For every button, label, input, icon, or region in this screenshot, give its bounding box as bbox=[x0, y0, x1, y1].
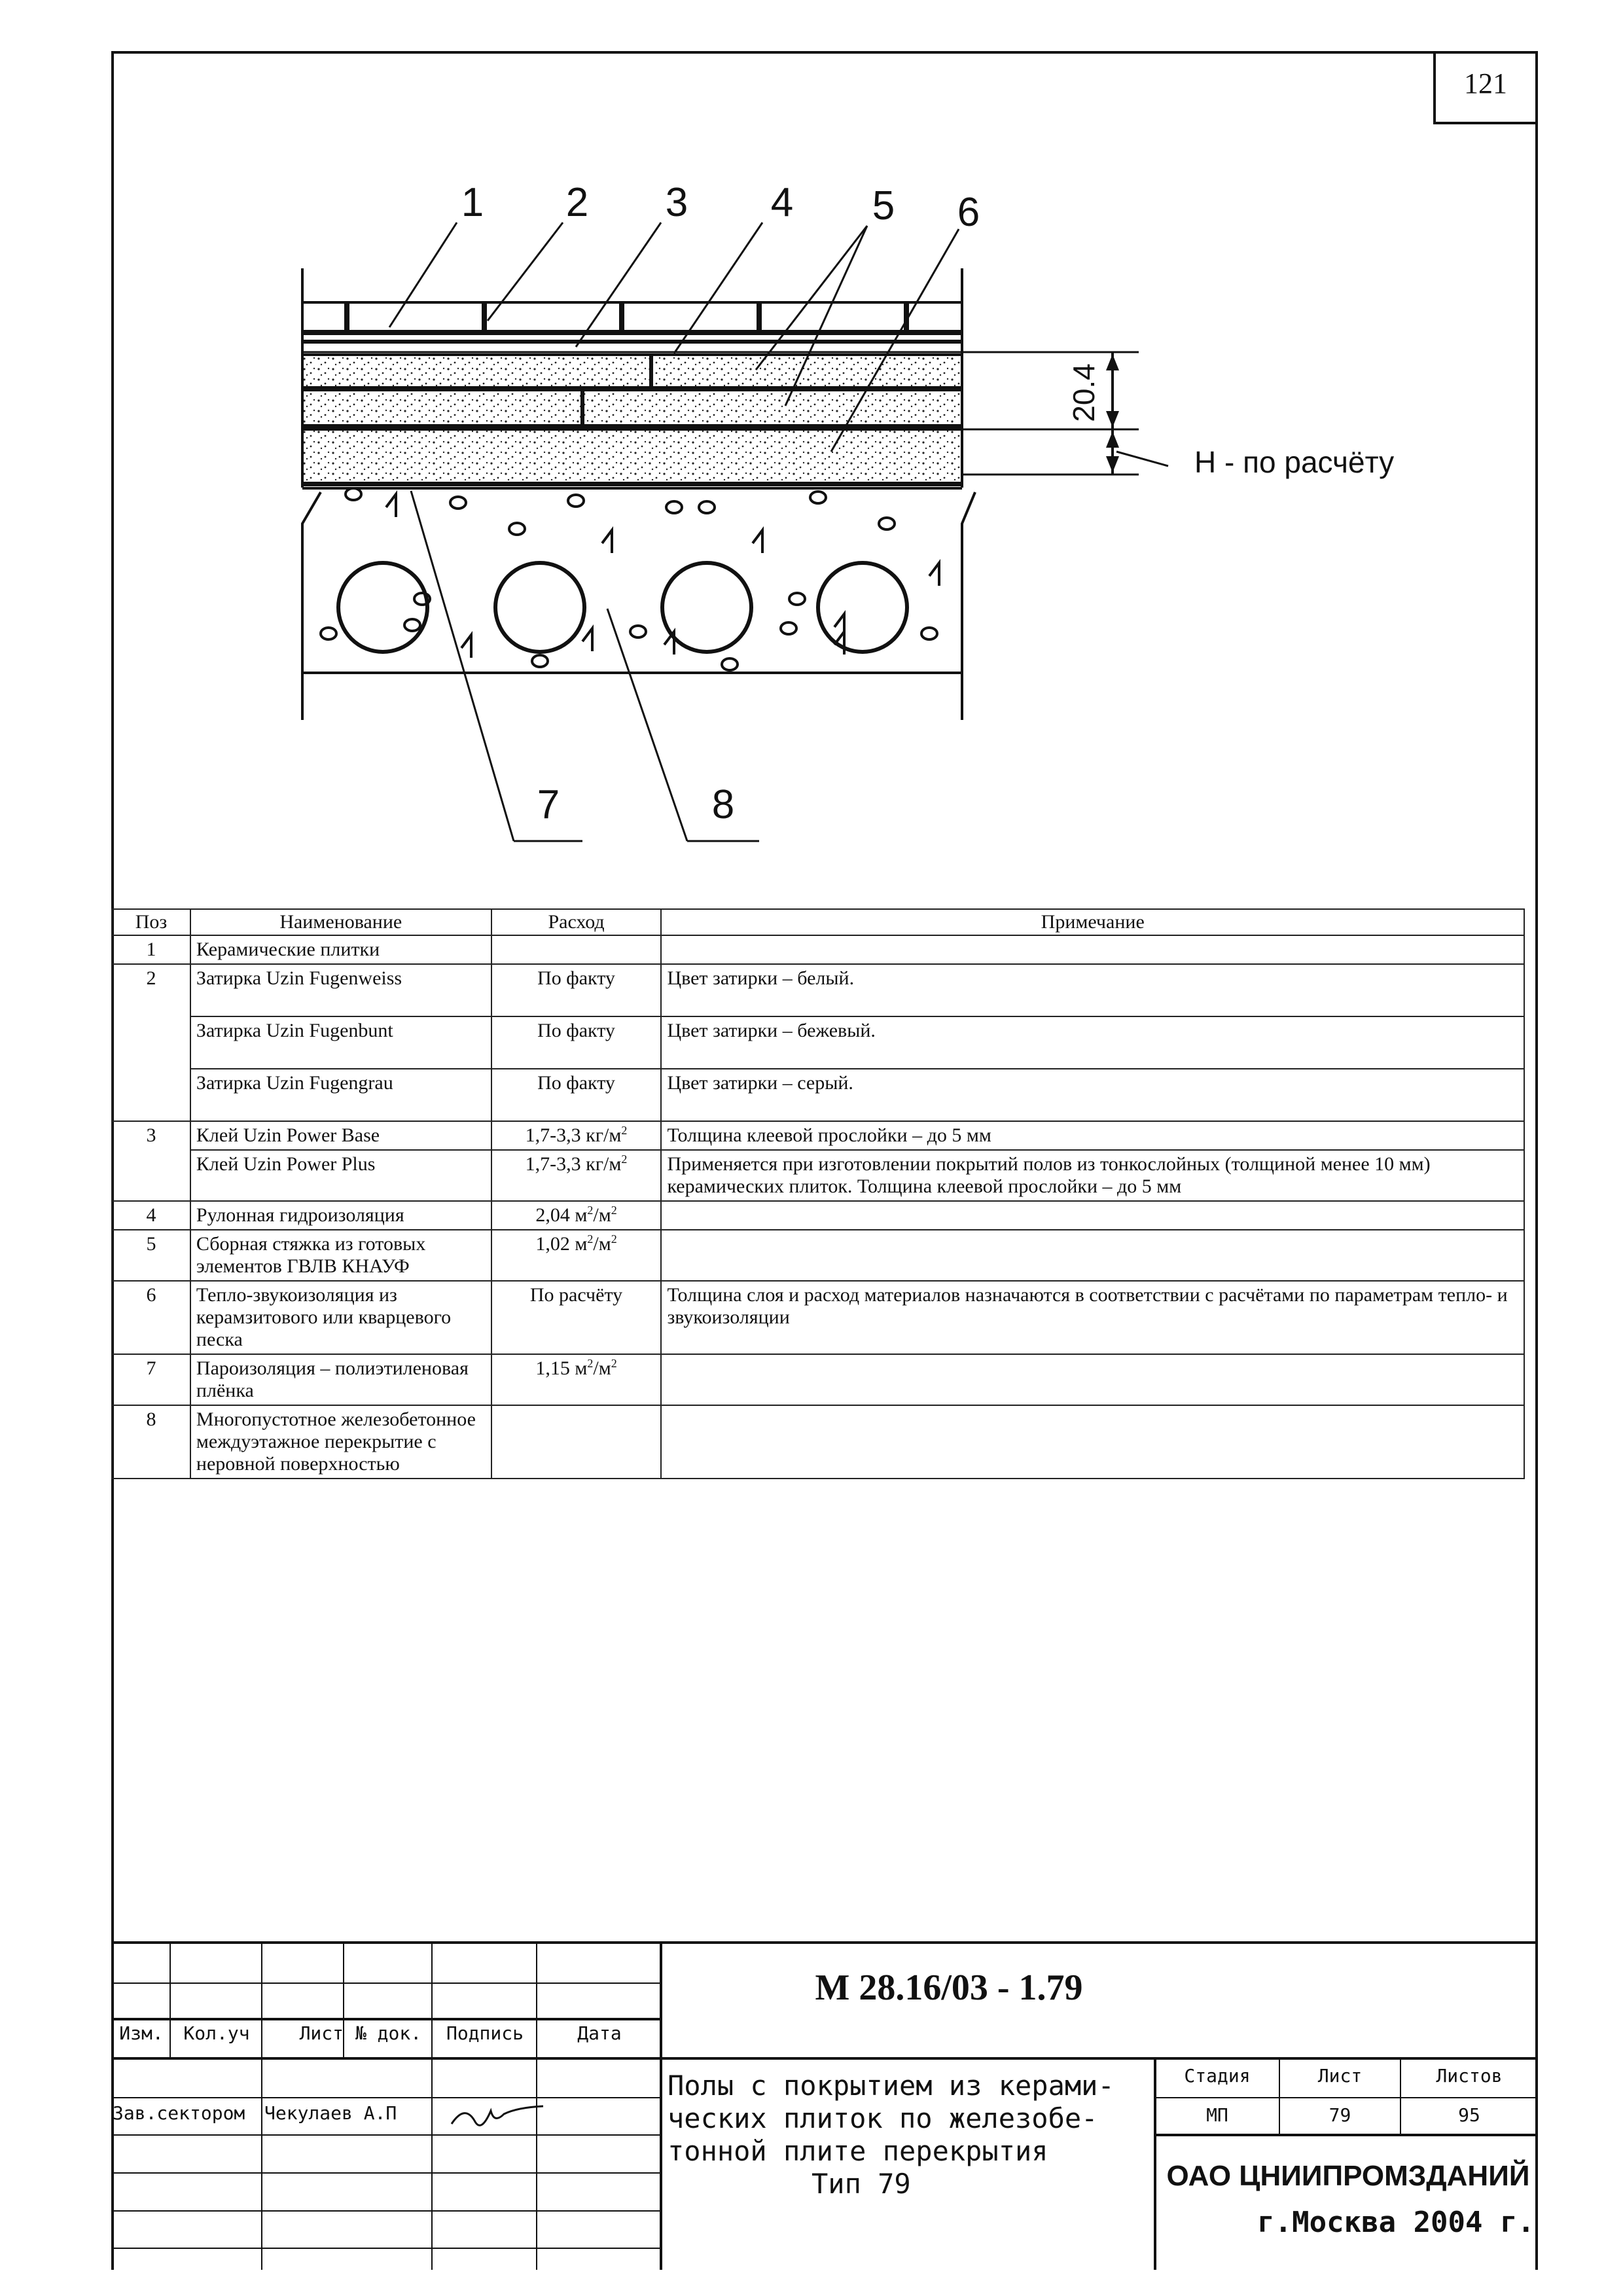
floor-section-drawing bbox=[0, 0, 1623, 903]
col-label-kol: Кол.уч bbox=[183, 2022, 250, 2044]
doc-code: М 28.16/03 - 1.79 bbox=[815, 1967, 1083, 2008]
table-row bbox=[112, 964, 1524, 1016]
table-row bbox=[112, 1150, 1524, 1201]
stage-label: Стадия bbox=[1184, 2065, 1251, 2087]
rate-cell: 1,7-3,3 $кг/м^2$ bbox=[491, 1121, 662, 1150]
rate-cell: По факту bbox=[491, 964, 662, 1016]
name-cell: Затирка Uzin Fugenbunt bbox=[190, 1016, 491, 1069]
header-note: Примечание bbox=[661, 909, 1524, 935]
col-label-izm: Изм. bbox=[119, 2022, 164, 2044]
name-cell: Пароизоляция – полиэтиленовая плёнка bbox=[190, 1354, 491, 1405]
header-pos: Поз bbox=[112, 909, 190, 935]
note-cell: Толщина слоя и расход материалов назначаются в соответствии с расчётами по параметрам тепло- и звукоизоляции bbox=[661, 1281, 1524, 1354]
person-name: Чекулаев А.П bbox=[264, 2102, 397, 2124]
note-cell bbox=[661, 1230, 1524, 1281]
callout-7: 7 bbox=[537, 782, 560, 827]
name-cell: Затирка Uzin Fugenweiss bbox=[190, 964, 491, 1016]
dimension-note: H - по расчёту bbox=[1194, 445, 1395, 479]
col-label-list: Лист bbox=[299, 2022, 344, 2044]
sheet-label: Лист bbox=[1317, 2065, 1363, 2087]
note-cell bbox=[661, 935, 1524, 964]
note-cell: Цвет затирки – бежевый. bbox=[661, 1016, 1524, 1069]
pos-cell: 5 bbox=[112, 1230, 190, 1281]
pos-cell: 1 bbox=[112, 935, 190, 964]
name-cell: Многопустотное железобетонное междуэтажное перекрытие с неровной поверхностью bbox=[190, 1405, 491, 1479]
sheets-value: 95 bbox=[1458, 2104, 1480, 2126]
note-cell: Цвет затирки – белый. bbox=[661, 964, 1524, 1016]
sheets-label: Листов bbox=[1436, 2065, 1503, 2087]
rate-cell: 2,04 $м^2/м^2$ bbox=[491, 1201, 662, 1230]
callout-8: 8 bbox=[711, 782, 735, 827]
role-label: Зав.сектором bbox=[113, 2102, 245, 2124]
rate-cell bbox=[491, 935, 662, 964]
table-header-row bbox=[112, 909, 1524, 935]
organization: ОАО ЦНИИПРОМЗДАНИЙ bbox=[1166, 2160, 1530, 2192]
pos-cell: 7 bbox=[112, 1354, 190, 1405]
col-label-doc: № док. bbox=[355, 2022, 422, 2044]
name-cell: Керамические плитки bbox=[190, 935, 491, 964]
name-cell: Затирка Uzin Fugengrau bbox=[190, 1069, 491, 1121]
rate-cell bbox=[491, 1405, 662, 1479]
city-year: г.Москва 2004 г. bbox=[1257, 2206, 1535, 2239]
note-cell: Применяется при изготовлении покрытий полов из тонкослойных (толщиной менее 10 мм) керамических плиток. Толщина клеевой прослойки – до 5 мм bbox=[661, 1150, 1524, 1201]
col-label-date: Дата bbox=[577, 2022, 622, 2044]
table-row bbox=[112, 1016, 1524, 1069]
table-row bbox=[112, 1354, 1524, 1405]
callout-4: 4 bbox=[770, 180, 794, 225]
callout-1: 1 bbox=[461, 180, 484, 225]
pos-cell: 3 bbox=[112, 1121, 190, 1201]
page-number: 121 bbox=[1433, 51, 1538, 124]
name-cell: Тепло-звукоизоляция из керамзитового или кварцевого песка bbox=[190, 1281, 491, 1354]
note-cell: Толщина клеевой прослойки – до 5 мм bbox=[661, 1121, 1524, 1150]
callout-3: 3 bbox=[665, 180, 688, 225]
table-row bbox=[112, 1230, 1524, 1281]
callout-5: 5 bbox=[872, 183, 895, 228]
rate-cell: 1,02 $м^2/м^2$ bbox=[491, 1230, 662, 1281]
note-cell bbox=[661, 1201, 1524, 1230]
dimension-value: 20.4 bbox=[1067, 363, 1101, 422]
table-row bbox=[112, 935, 1524, 964]
callout-6: 6 bbox=[957, 190, 980, 235]
table-row bbox=[112, 1201, 1524, 1230]
note-cell bbox=[661, 1405, 1524, 1479]
callout-2: 2 bbox=[565, 180, 589, 225]
pos-cell: 8 bbox=[112, 1405, 190, 1479]
header-name: Наименование bbox=[190, 909, 491, 935]
note-cell bbox=[661, 1354, 1524, 1405]
rate-cell: 1,15 $м^2/м^2$ bbox=[491, 1354, 662, 1405]
pos-cell: 6 bbox=[112, 1281, 190, 1354]
table-row bbox=[112, 1281, 1524, 1354]
rate-cell: По факту bbox=[491, 1069, 662, 1121]
specification-table bbox=[111, 908, 1525, 1479]
name-cell: Сборная стяжка из готовых элементов ГВЛВ КНАУФ bbox=[190, 1230, 491, 1281]
table-row bbox=[112, 1121, 1524, 1150]
name-cell: Клей Uzin Power Plus bbox=[190, 1150, 491, 1201]
sheet-value: 79 bbox=[1329, 2104, 1351, 2126]
pos-cell: 4 bbox=[112, 1201, 190, 1230]
rate-cell: 1,7-3,3 $кг/м^2$ bbox=[491, 1150, 662, 1201]
sheet-title: Полы с покрытием из керами- ческих плиток по железобе- тонной плите перекрытия Тип 79 bbox=[668, 2070, 1115, 2200]
table-row bbox=[112, 1405, 1524, 1479]
col-label-sign: Подпись bbox=[446, 2022, 524, 2044]
pos-cell: 2 bbox=[112, 964, 190, 1121]
stage-value: МП bbox=[1206, 2104, 1228, 2126]
header-rate: Расход bbox=[491, 909, 662, 935]
table-row bbox=[112, 1069, 1524, 1121]
rate-cell: По расчёту bbox=[491, 1281, 662, 1354]
name-cell: Рулонная гидроизоляция bbox=[190, 1201, 491, 1230]
rate-cell: По факту bbox=[491, 1016, 662, 1069]
name-cell: Клей Uzin Power Base bbox=[190, 1121, 491, 1150]
note-cell: Цвет затирки – серый. bbox=[661, 1069, 1524, 1121]
